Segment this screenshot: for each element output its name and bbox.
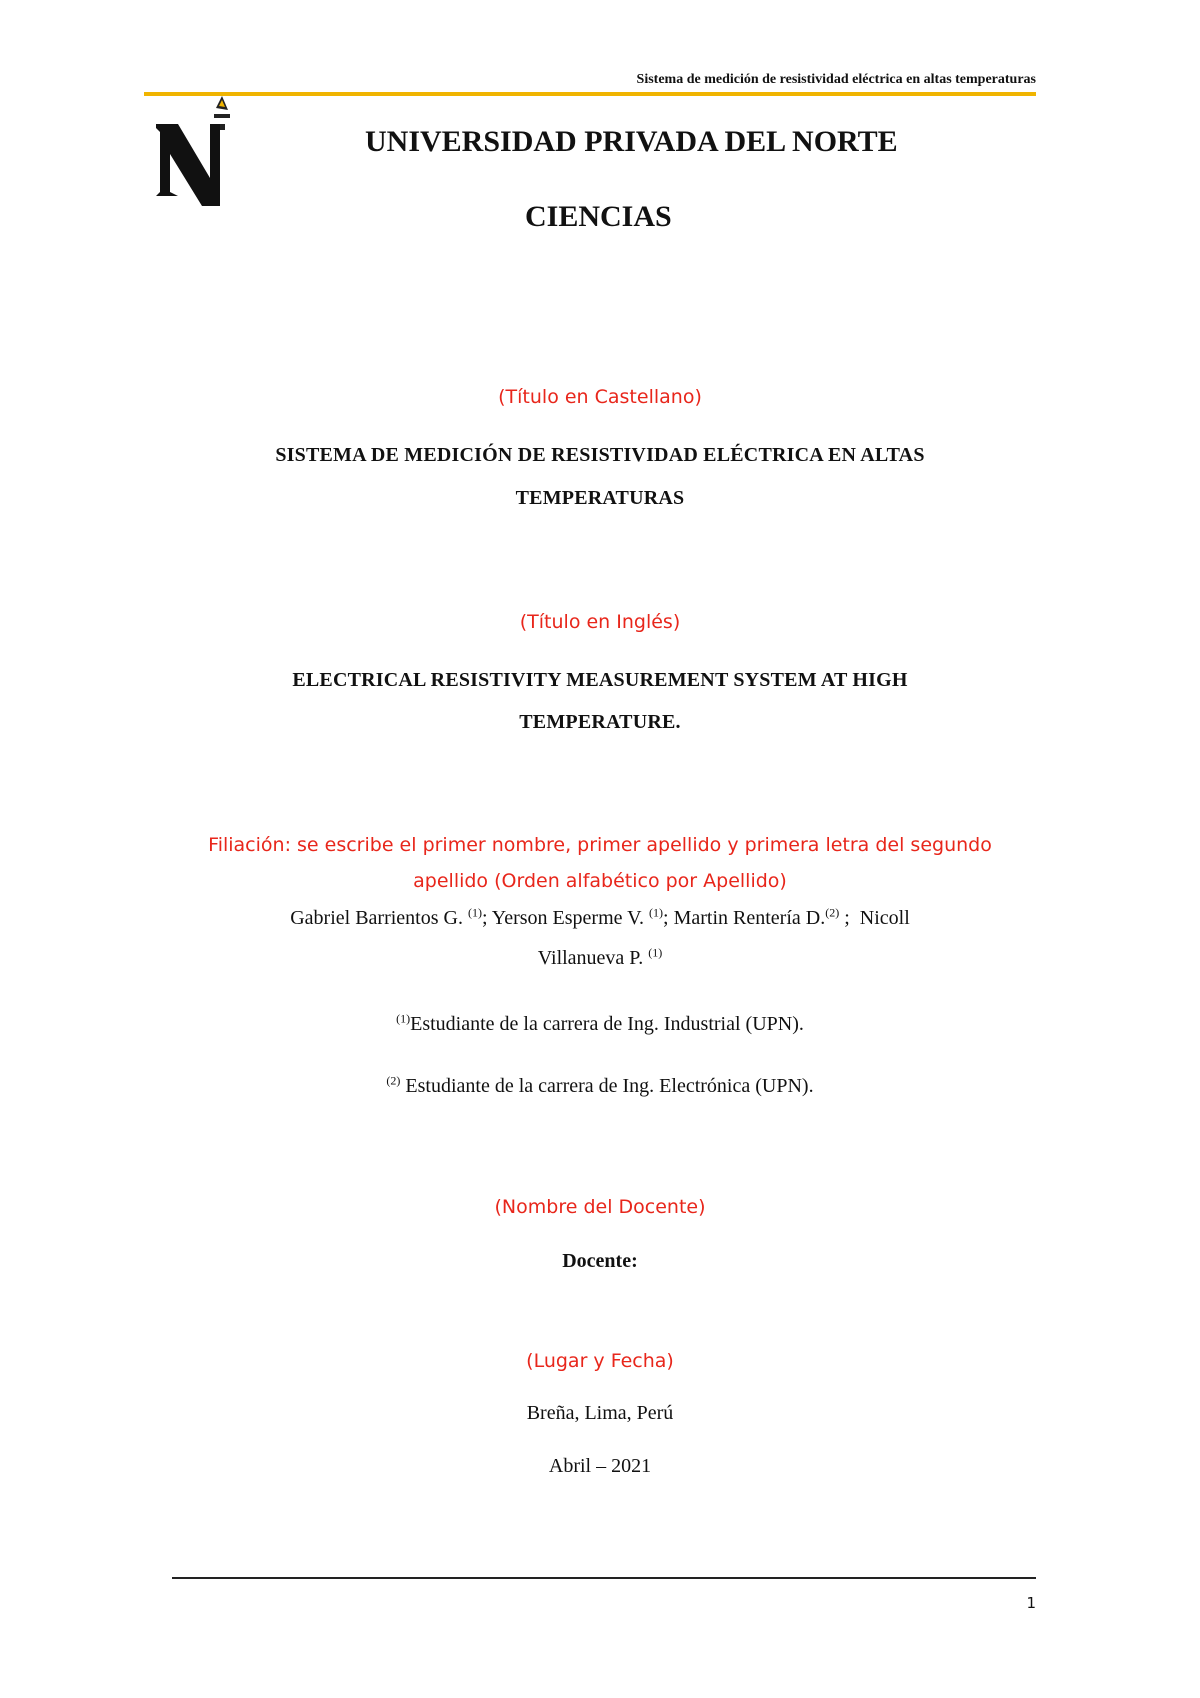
running-header: Sistema de medición de resistividad eléctrica en altas temperaturas [636,72,1036,87]
page-number: 1 [1026,1594,1036,1612]
header-rule [144,92,1036,96]
author-affiliation-mark: (2) [825,905,840,920]
author-name: Villanueva P. [537,947,649,969]
author-name: Yerson Esperme V. [491,907,650,929]
author-separator: ; [839,907,860,929]
author-name: Martin Rentería D. [673,907,826,929]
university-name: UNIVERSIDAD PRIVADA DEL NORTE [365,125,898,158]
authors-line1 [0,907,1200,930]
logo-n-icon [156,96,248,218]
footer-rule [172,1577,1036,1579]
title-es-label: (Título en Castellano) [498,386,702,408]
author-name: Gabriel Barrientos G. [290,907,468,929]
note-mark: (1) [396,1011,411,1026]
note-text: Estudiante de la carrera de Ing. Electrónica (UPN). [400,1075,814,1097]
affiliation-note-2 [0,1075,1200,1098]
author-affiliation-mark: (1) [648,945,663,960]
note-text: Estudiante de la carrera de Ing. Industrial (UPN). [410,1013,804,1035]
author-affiliation-mark: (1) [649,905,664,920]
affiliation-instruction-line2: apellido (Orden alfabético por Apellido) [413,870,787,892]
teacher-heading: Docente: [562,1250,638,1272]
faculty-name: CIENCIAS [525,200,672,233]
title-en-label: (Título en Inglés) [519,611,681,633]
author-separator: ; [663,907,674,929]
affiliation-note-1 [0,1013,1200,1036]
author-separator: ; [481,907,492,929]
date-text: Abril – 2021 [548,1455,652,1477]
place-date-label: (Lugar y Fecha) [526,1350,674,1372]
authors-line2 [0,947,1200,970]
title-es-line1: SISTEMA DE MEDICIÓN DE RESISTIVIDAD ELÉCTRICA EN ALTAS [275,444,925,466]
university-logo [156,96,248,218]
place-text: Breña, Lima, Perú [526,1402,674,1424]
affiliation-instruction-line1: Filiación: se escribe el primer nombre, primer apellido y primera letra del segundo [208,834,992,856]
author-affiliation-mark: (1) [467,905,482,920]
title-en-line1: ELECTRICAL RESISTIVITY MEASUREMENT SYSTEM AT HIGH [292,669,908,691]
author-name: Nicoll [859,907,910,929]
title-en-line2: TEMPERATURE. [519,711,681,733]
note-mark: (2) [386,1073,401,1088]
title-es-line2: TEMPERATURAS [515,487,685,509]
teacher-label: (Nombre del Docente) [494,1196,706,1218]
